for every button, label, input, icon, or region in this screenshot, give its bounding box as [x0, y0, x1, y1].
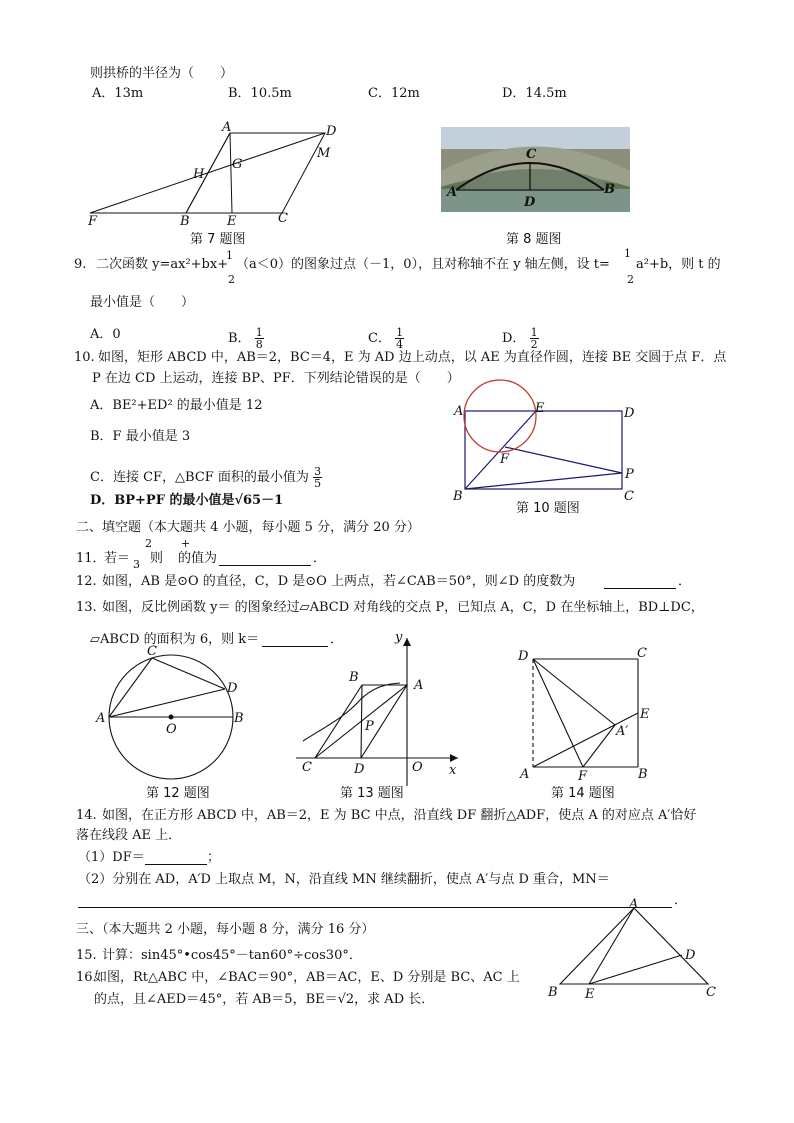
- q9-option-d-den: 2: [530, 338, 538, 351]
- fig8-label-d: D: [524, 195, 536, 210]
- fig8-label-c: C: [526, 147, 537, 162]
- q16-number: 16.: [76, 970, 97, 985]
- fig10-label-p: P: [625, 467, 634, 482]
- q9-option-b-den: 8: [255, 338, 263, 351]
- fig10-label-a: A: [454, 404, 464, 419]
- q10-option-c-den: 5: [314, 477, 322, 490]
- q16-line2: 的点，且∠AED＝45°，若 AB＝5，BE＝√2，求 AD 长．: [94, 992, 435, 1007]
- q10-option-b: B．F 最小值是 3: [90, 429, 191, 444]
- fig12-caption: 第 12 题图: [146, 786, 210, 801]
- q15-text: 计算：sin45°•cos45°－tan60°÷cos30°．: [102, 948, 362, 963]
- fig8-caption: 第 8 题图: [506, 232, 562, 247]
- fig7-label-d: D: [326, 124, 337, 139]
- q10-option-d: D．BP+PF 的最小值是√65－1: [90, 493, 284, 508]
- q11-mid: 则: [150, 551, 164, 566]
- q9-line1-c: a²+b，则 t 的: [636, 257, 721, 272]
- fig13-label-b: B: [349, 670, 359, 685]
- fig13-caption: 第 13 题图: [340, 786, 404, 801]
- fig13-label-a: A: [414, 678, 424, 693]
- q9-t-frac-den: 2: [627, 273, 634, 286]
- fig10-label-c: C: [624, 489, 634, 504]
- fig7-label-e: E: [227, 214, 237, 229]
- fig8-label-a: A: [447, 185, 458, 200]
- fig13-label-x: x: [449, 763, 457, 778]
- fig12-label-d: D: [227, 681, 238, 696]
- fig7-caption: 第 7 题图: [190, 232, 246, 247]
- fig14-label-e: E: [640, 707, 650, 722]
- q9-frac-den: 2: [228, 273, 235, 286]
- q10-line1: 如图，矩形 ABCD 中，AB＝2，BC＝4，E 为 AD 边上动点，以 AE 为直径作圆，连接 BE 交圆于点 F．点: [98, 350, 727, 365]
- q10-line2: P 在边 CD 上运动，连接 BP、PF．下列结论错误的是（ ）: [92, 371, 460, 386]
- fig13-label-y: y: [395, 630, 403, 645]
- q11-text: 若＝: [104, 551, 131, 566]
- q9-line1-a: 二次函数 y=ax²+bx+: [96, 257, 229, 272]
- q11-plus: +: [181, 537, 191, 550]
- q16-line1: 如图，Rt△ABC 中，∠BAC＝90°，AB＝AC，E、D 分别是 BC、AC 上: [94, 970, 520, 985]
- q9-option-c-label: C．: [368, 331, 391, 346]
- q10-option-c-text: C．连接 CF，△BCF 面积的最小值为: [90, 470, 309, 485]
- fig12-label-o: O: [166, 722, 177, 737]
- q6-option-d: D．14.5m: [502, 86, 567, 101]
- fig7-label-g: G: [232, 157, 243, 172]
- fig14-label-a: A: [520, 767, 530, 782]
- fig7-label-a: A: [222, 120, 232, 135]
- fig7-label-m: M: [317, 146, 331, 161]
- q9-option-a: A．0: [90, 327, 121, 342]
- q9-t-frac-num: 1: [624, 247, 631, 260]
- section-3-heading: 三、（本大题共 2 小题，每小题 8 分，满分 16 分）: [76, 922, 375, 937]
- fig14-caption: 第 14 题图: [551, 786, 615, 801]
- q13-line1: 如图，反比例函数 y＝ 的图象经过▱ABCD 对角线的交点 P，已知点 A，C，D 在坐标轴上，BD⊥DC，: [102, 600, 704, 615]
- q13-end: ．: [330, 632, 344, 647]
- q9-option-c-den: 4: [396, 338, 404, 351]
- fig14-label-c: C: [637, 646, 647, 661]
- q6-option-a: A．13m: [92, 86, 144, 101]
- q9-option-b-num: 1: [255, 326, 263, 339]
- fig13-label-d: D: [354, 762, 365, 777]
- q11-end: ．: [313, 551, 327, 566]
- fig16-label-e: E: [585, 987, 595, 1002]
- fig10-label-d: D: [624, 406, 635, 421]
- q11-sup: 2: [145, 537, 152, 550]
- fig10-label-f: F: [500, 452, 510, 467]
- fig14-label-d: D: [518, 649, 529, 664]
- q10-option-c-num: 3: [314, 465, 322, 478]
- q9-line2: 最小值是（ ）: [90, 295, 195, 310]
- section-2-heading: 二、填空题（本大题共 4 小题，每小题 5 分，满分 20 分）: [76, 520, 420, 535]
- fig7-label-h: H: [193, 167, 205, 182]
- q14-line2: 落在线段 AE 上．: [76, 828, 182, 843]
- fig16-label-a: A: [629, 897, 639, 912]
- q14-number: 14.: [76, 808, 97, 823]
- fig10-label-e: E: [535, 401, 545, 416]
- fig16-label-d: D: [685, 948, 696, 963]
- q9-option-d-label: D．: [502, 331, 526, 346]
- fig14-label-f: F: [578, 769, 588, 784]
- fig16-label-c: C: [706, 985, 716, 1000]
- fig12-label-a: A: [96, 711, 106, 726]
- q13-line2: ▱ABCD 的面积为 6，则 k＝: [90, 632, 260, 647]
- q9-line1-b: （a＜0）的图象过点（－1，0），且对称轴不在 y 轴左侧，设 t=: [236, 257, 610, 272]
- q14-part1-end: ；: [207, 850, 221, 865]
- fig7-label-f: F: [88, 214, 98, 229]
- q6-option-b: B．10.5m: [228, 86, 292, 101]
- q11-sub: 3: [133, 558, 140, 571]
- q9-option-b-label: B．: [228, 331, 251, 346]
- fig13-label-p: P: [365, 719, 374, 734]
- q10-option-a: A．BE²+ED² 的最小值是 12: [90, 398, 263, 413]
- fig14-label-a-prime: A′: [616, 724, 629, 739]
- q12-text: 如图，AB 是⊙O 的直径，C，D 是⊙O 上两点，若∠CAB＝50°，则∠D 的度数为: [102, 574, 576, 589]
- q6-option-c: C．12m: [368, 86, 420, 101]
- q14-part2-end: ．: [674, 893, 688, 908]
- fig7-label-c: C: [278, 211, 288, 226]
- fig13-label-c: C: [302, 760, 312, 775]
- q9-option-d-num: 1: [530, 326, 538, 339]
- fig10-label-b: B: [453, 489, 463, 504]
- fig7-label-b: B: [180, 214, 190, 229]
- q12-number: 12.: [76, 574, 97, 589]
- q10-number: 10.: [74, 350, 95, 365]
- q11-number: 11．: [76, 551, 106, 566]
- q14-part2: （2）分别在 AD，A′D 上取点 M，N，沿直线 MN 继续翻折，使点 A′与点 D 重合，MN＝: [78, 872, 610, 887]
- q13-number: 13.: [76, 600, 97, 615]
- q9-frac-num: 1: [226, 249, 233, 262]
- fig8-label-b: B: [604, 182, 615, 197]
- q14-part1: （1）DF＝: [78, 850, 145, 865]
- q12-end: ．: [678, 574, 692, 589]
- fig10-caption: 第 10 题图: [516, 501, 580, 516]
- fig12-label-c: C: [147, 644, 157, 659]
- fig16-label-b: B: [548, 985, 558, 1000]
- q9-option-c-num: 1: [396, 326, 404, 339]
- q9-number: 9.: [74, 257, 87, 272]
- q14-line1: 如图，在正方形 ABCD 中，AB＝2，E 为 BC 中点，沿直线 DF 翻折△ADF，使点 A 的对应点 A′恰好: [102, 808, 697, 823]
- q11-tail: 的值为: [178, 551, 218, 566]
- fig13-label-o: O: [412, 760, 423, 775]
- q15-number: 15.: [76, 948, 97, 963]
- fig14-label-b: B: [638, 767, 648, 782]
- fig12-label-b: B: [234, 711, 244, 726]
- q6-stem: 则拱桥的半径为（ ）: [90, 66, 234, 81]
